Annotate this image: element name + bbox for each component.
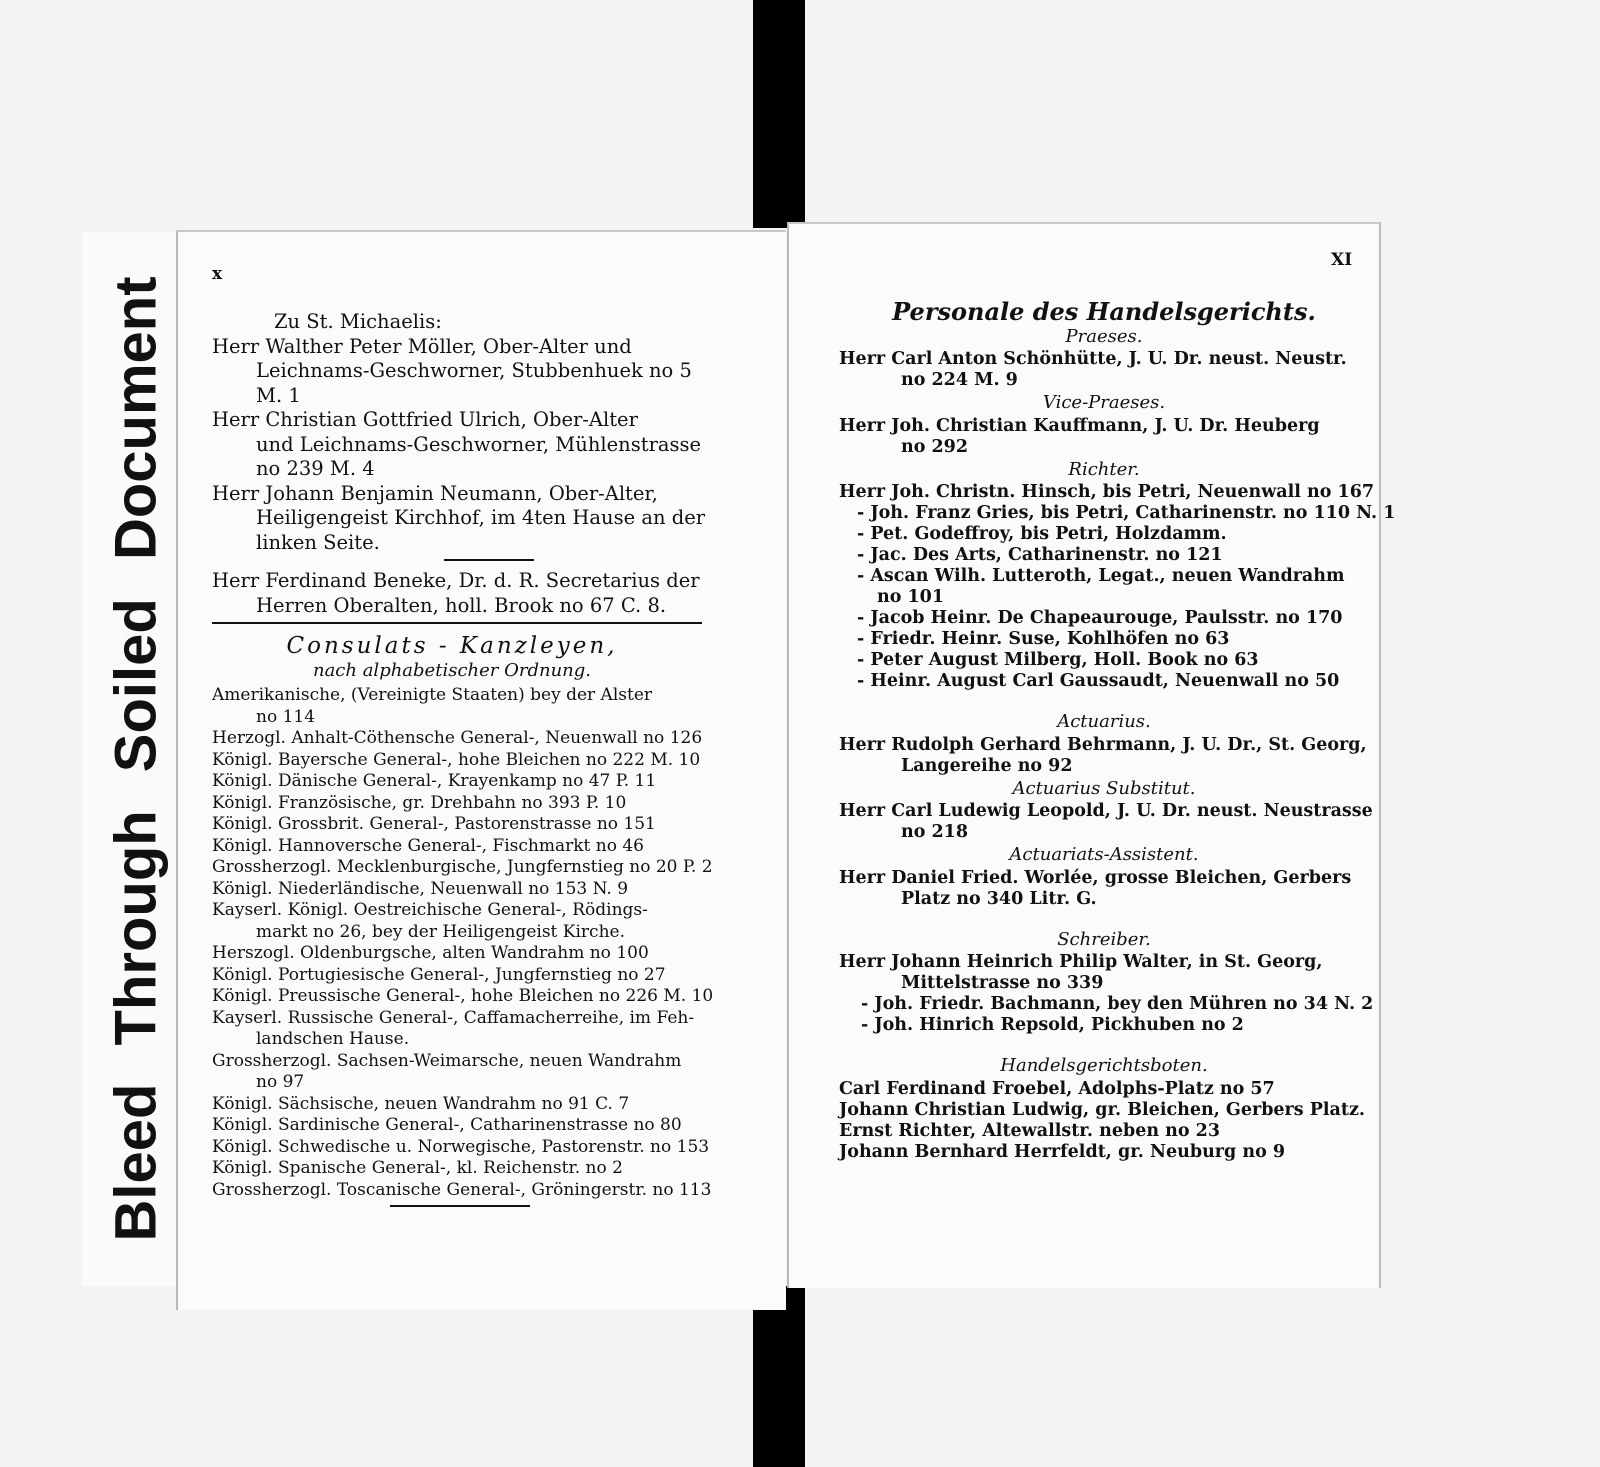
- richter-label: Richter.: [1068, 458, 1140, 480]
- list-item: Johann Bernhard Herrfeldt, gr. Neuburg no 9: [839, 1141, 1286, 1162]
- section-divider: [212, 622, 702, 624]
- section-title: Zu St. Michaelis:: [274, 310, 442, 333]
- actuarius-entry: Herr Rudolph Gerhard Behrmann, J. U. Dr., St. Georg, Langereihe no 92: [839, 734, 1367, 776]
- list-item: Königl. Grossbrit. General-, Pastorenstrasse no 151: [212, 814, 656, 834]
- list-item: - Ascan Wilh. Lutteroth, Legat., neuen Wandrahm no 101: [857, 566, 1345, 607]
- list-item: Grossherzogl. Sachsen-Weimarsche, neuen Wandrahm no 97: [212, 1050, 682, 1092]
- bleed-through-stamp: [82, 232, 190, 1286]
- list-item: Königl. Spanische General-, kl. Reichenstr. no 2: [212, 1158, 623, 1178]
- praeses-label: Praeses.: [1065, 325, 1143, 347]
- right-page: [787, 222, 1396, 1288]
- list-item: Herzogl. Anhalt-Cöthensche General-, Neuenwall no 126: [212, 728, 703, 748]
- list-item: Königl. Schwedische u. Norwegische, Pastorenstr. no 153: [212, 1136, 710, 1157]
- praeses-entry: Herr Carl Anton Schönhütte, J. U. Dr. neust. Neustr. no 224 M. 9: [839, 349, 1347, 390]
- list-item: Königl. Sardinische General-, Catharinenstrasse no 80: [212, 1115, 682, 1135]
- substitut-entry: Herr Carl Ludewig Leopold, J. U. Dr. neust. Neustrasse no 218: [839, 801, 1373, 842]
- spine-bar-top: [753, 0, 805, 228]
- list-item: - Friedr. Heinr. Suse, Kohlhöfen no 63: [857, 629, 1230, 649]
- vice-entry: Herr Joh. Christian Kauffmann, J. U. Dr. Heuberg no 292: [839, 415, 1320, 457]
- list-item: Herr Johann Heinrich Philip Walter, in St. Georg, Mittelstrasse no 339: [839, 952, 1323, 993]
- spine-bar-bottom: [753, 1286, 805, 1467]
- list-item: - Joh. Friedr. Bachmann, bey den Mühren no 34 N. 2: [861, 994, 1374, 1014]
- entry-moeller: Herr Walther Peter Möller, Ober-Alter und Leichnams-Geschworner, Stubbenhuek no 5 M. 1: [212, 334, 692, 407]
- actuarius-label: Actuarius.: [1057, 711, 1151, 732]
- consulates-section: [212, 634, 777, 1211]
- list-item: Königl. Dänische General-, Krayenkamp no 47 P. 11: [212, 771, 657, 791]
- short-divider: [444, 559, 534, 561]
- list-item: Königl. Hannoversche General-, Fischmarkt no 46: [212, 835, 644, 856]
- end-divider: [390, 1205, 530, 1207]
- consulates-subtitle: nach alphabetischer Ordnung.: [312, 659, 591, 681]
- list-item: Johann Christian Ludwig, gr. Bleichen, Gerbers Platz.: [839, 1099, 1365, 1120]
- list-item: Grossherzogl. Toscanische General-, Gröningerstr. no 113: [212, 1179, 712, 1200]
- list-item: Königl. Sächsische, neuen Wandrahm no 91 C. 7: [212, 1093, 630, 1114]
- consulates-title: Consulats - Kanzleyen,: [286, 633, 618, 659]
- consulates-list: [212, 685, 777, 1201]
- richter-list: [839, 482, 1396, 692]
- list-item: Herszogl. Oldenburgsche, alten Wandrahm no 100: [212, 943, 649, 963]
- list-item: Königl. Niederländische, Neuenwall no 153 N. 9: [212, 878, 629, 899]
- assistent-label: Actuariats-Assistent.: [1009, 844, 1199, 865]
- list-item: Kayserl. Königl. Oestreichische General-, Rödings- markt no 26, bey der Heiligengeist Kirche.: [212, 900, 648, 942]
- schreiber-label: Schreiber.: [1057, 928, 1151, 950]
- left-page: [176, 230, 786, 1310]
- entry-ulrich: Herr Christian Gottfried Ulrich, Ober-Alter und Leichnams-Geschworner, Mühlenstrasse no 239 M. 4: [212, 408, 702, 480]
- handelsgericht-section: [839, 297, 1396, 1163]
- page-title: Personale des Handelsgerichts.: [892, 297, 1316, 326]
- boten-list: [839, 1079, 1369, 1163]
- assistent-entry: Herr Daniel Fried. Worlée, grosse Bleichen, Gerbers Platz no 340 Litr. G.: [839, 867, 1352, 909]
- list-item: Herr Joh. Christn. Hinsch, bis Petri, Neuenwall no 167: [839, 482, 1375, 502]
- stamp-text: Bleed Through Soiled Document: [103, 276, 169, 1242]
- list-item: - Joh. Hinrich Repsold, Pickhuben no 2: [861, 1015, 1244, 1035]
- list-item: Kayserl. Russische General-, Caffamacherreihe, im Feh- landschen Hause.: [212, 1007, 695, 1049]
- list-item: Königl. Französische, gr. Drehbahn no 393 P. 10: [212, 792, 627, 813]
- page-number-left: x: [212, 264, 223, 284]
- vice-label: Vice-Praeses.: [1042, 392, 1166, 413]
- list-item: - Jacob Heinr. De Chapeaurouge, Paulsstr. no 170: [857, 608, 1343, 628]
- entry-beneke: Herr Ferdinand Beneke, Dr. d. R. Secretarius der Herren Oberalten, holl. Brook no 67 C. 8.: [212, 569, 700, 617]
- list-item: Königl. Bayersche General-, hohe Bleichen no 222 M. 10: [212, 749, 701, 770]
- boten-label: Handelsgerichtsboten.: [1000, 1055, 1208, 1076]
- michaelis-section: [212, 310, 772, 628]
- list-item: - Joh. Franz Gries, bis Petri, Catharinenstr. no 110 N. 1: [857, 503, 1396, 523]
- page-number-right: XI: [1331, 250, 1353, 270]
- list-item: - Pet. Godeffroy, bis Petri, Holzdamm.: [857, 524, 1227, 544]
- list-item: Königl. Portugiesische General-, Jungfernstieg no 27: [212, 964, 666, 985]
- substitut-label: Actuarius Substitut.: [1012, 777, 1196, 799]
- list-item: Carl Ferdinand Froebel, Adolphs-Platz no 57: [839, 1078, 1275, 1099]
- list-item: Amerikanische, (Vereinigte Staaten) bey der Alster no 114: [212, 685, 653, 727]
- list-item: - Heinr. August Carl Gaussaudt, Neuenwall no 50: [857, 671, 1340, 691]
- list-item: Ernst Richter, Altewallstr. neben no 23: [839, 1120, 1220, 1141]
- list-item: Königl. Preussische General-, hohe Bleichen no 226 M. 10: [212, 986, 714, 1006]
- entry-neumann: Herr Johann Benjamin Neumann, Ober-Alter, Heiligengeist Kirchhof, im 4ten Hause an der linken Seite.: [212, 481, 706, 554]
- schreiber-list: [839, 952, 1374, 1036]
- list-item: Grossherzogl. Mecklenburgische, Jungfernstieg no 20 P. 2: [212, 857, 713, 877]
- list-item: - Peter August Milberg, Holl. Book no 63: [857, 650, 1259, 670]
- list-item: - Jac. Des Arts, Catharinenstr. no 121: [857, 545, 1223, 565]
